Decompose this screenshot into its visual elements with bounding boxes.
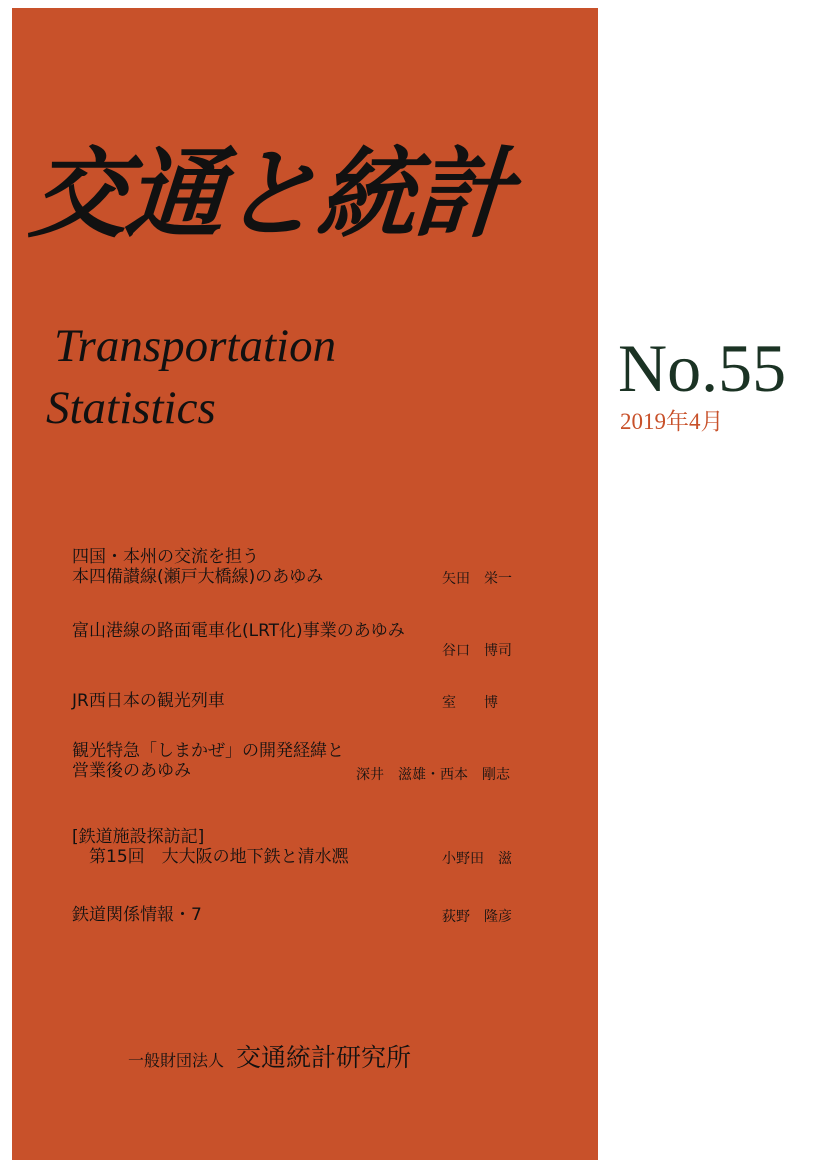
- toc-title-line: 観光特急「しまかぜ」の開発経緯と: [72, 741, 344, 761]
- magazine-title-en-line2: Statistics: [46, 382, 216, 434]
- issue-date: 2019年4月: [620, 409, 724, 434]
- toc-title-line: 営業後のあゆみ: [72, 761, 191, 781]
- toc-author: 谷口 博司: [442, 643, 512, 659]
- toc-author: 小野田 滋: [442, 851, 512, 867]
- toc-author: 荻野 隆彦: [442, 909, 512, 925]
- toc-author: 深井 滋雄・西本 剛志: [356, 767, 510, 783]
- issue-number: No.55: [618, 330, 787, 406]
- publisher: [128, 1038, 411, 1074]
- toc-title-line: JR西日本の観光列車: [72, 691, 225, 711]
- toc-title-line: 富山港線の路面電車化(LRT化)事業のあゆみ: [72, 621, 405, 641]
- magazine-title-jp: 交通と統計: [26, 138, 515, 252]
- toc-title-line: 第15回 大大阪の地下鉄と清水凞: [72, 847, 349, 867]
- toc-title-line: [鉄道施設探訪記]: [72, 827, 205, 847]
- toc-title-line: 本四備讃線(瀬戸大橋線)のあゆみ: [72, 567, 324, 587]
- magazine-title-en-line1: Transportation: [54, 320, 337, 372]
- toc-author: 矢田 栄一: [442, 571, 512, 587]
- toc-title-line: 鉄道関係情報・7: [72, 905, 202, 925]
- publisher-name: 交通統計研究所: [236, 1043, 412, 1072]
- publisher-type: 一般財団法人: [128, 1051, 225, 1070]
- toc-author: 室 博: [442, 695, 498, 711]
- toc-title-line: 四国・本州の交流を担う: [72, 547, 259, 567]
